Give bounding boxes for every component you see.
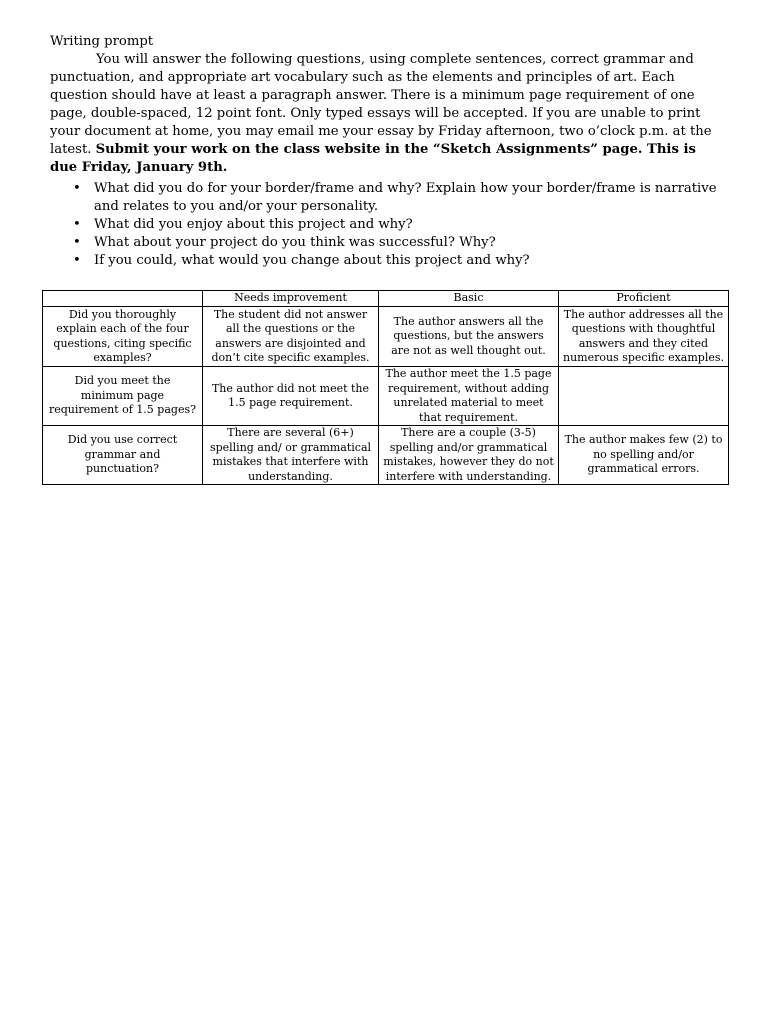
question-item (50, 252, 718, 270)
rubric-header-basic: Basic (379, 291, 559, 307)
bullet-icon: • (73, 181, 81, 196)
rubric-cell-proficient (559, 367, 729, 426)
intro-paragraph (50, 51, 718, 177)
bullet-icon: • (73, 235, 81, 250)
question-text: What about your project do you think was successful? Why? (94, 235, 496, 250)
rubric-criterion: Did you meet the minimum page requirement of 1.5 pages? (43, 367, 203, 426)
rubric-cell-basic: There are a couple (3-5) spelling and/or grammatical mistakes, however they do not interfere with understanding. (379, 426, 559, 485)
rubric-header-empty (43, 291, 203, 307)
intro-bold-text: Submit your work on the class website in the “Sketch Assignments” page. This is due Friday, January 9th. (50, 142, 696, 175)
rubric-cell-proficient: The author addresses all the questions with thoughtful answers and they cited numerous specific examples. (559, 307, 729, 367)
question-item (50, 180, 718, 216)
question-item (50, 234, 718, 252)
rubric-cell-needs-improvement: The student did not answer all the questions or the answers are disjointed and don’t cite specific examples. (203, 307, 379, 367)
page-heading: Writing prompt (50, 34, 154, 49)
rubric-cell-proficient: The author makes few (2) to no spelling and/or grammatical errors. (559, 426, 729, 485)
rubric-criterion: Did you use correct grammar and punctuation? (43, 426, 203, 485)
intro-text: You will answer the following questions, using complete sentences, correct grammar and punctuation, and appropriate art vocabulary such as the elements and principles of art. Each question should have at least a paragraph answer. There is a minimum page requirement of one page, double-spaced, 12 point font. Only typed essays will be accepted. If you are unable to print your document at home, you may email me your essay by Friday afternoon, two o’clock p.m. at the latest. (50, 52, 712, 157)
rubric-row-explanation (43, 307, 729, 367)
rubric-cell-basic: The author meet the 1.5 page requirement, without adding unrelated material to meet that requirement. (379, 367, 559, 426)
rubric-header-proficient: Proficient (559, 291, 729, 307)
rubric-table (42, 290, 729, 485)
question-list (50, 180, 718, 270)
question-text: If you could, what would you change about this project and why? (94, 253, 530, 268)
bullet-icon: • (73, 217, 81, 232)
question-item (50, 216, 718, 234)
rubric-cell-basic: The author answers all the questions, but the answers are not as well thought out. (379, 307, 559, 367)
question-text: What did you enjoy about this project and why? (94, 217, 413, 232)
rubric-row-grammar (43, 426, 729, 485)
rubric-cell-needs-improvement: The author did not meet the 1.5 page requirement. (203, 367, 379, 426)
question-text: What did you do for your border/frame and why? Explain how your border/frame is narrative and relates to you and/or your personality. (94, 181, 717, 214)
rubric-cell-needs-improvement: There are several (6+) spelling and/ or grammatical mistakes that interfere with understanding. (203, 426, 379, 485)
rubric-criterion: Did you thoroughly explain each of the four questions, citing specific examples? (43, 307, 203, 367)
rubric-header-row (43, 291, 729, 307)
bullet-icon: • (73, 253, 81, 268)
rubric-header-needs-improvement: Needs improvement (203, 291, 379, 307)
rubric-row-page-requirement (43, 367, 729, 426)
